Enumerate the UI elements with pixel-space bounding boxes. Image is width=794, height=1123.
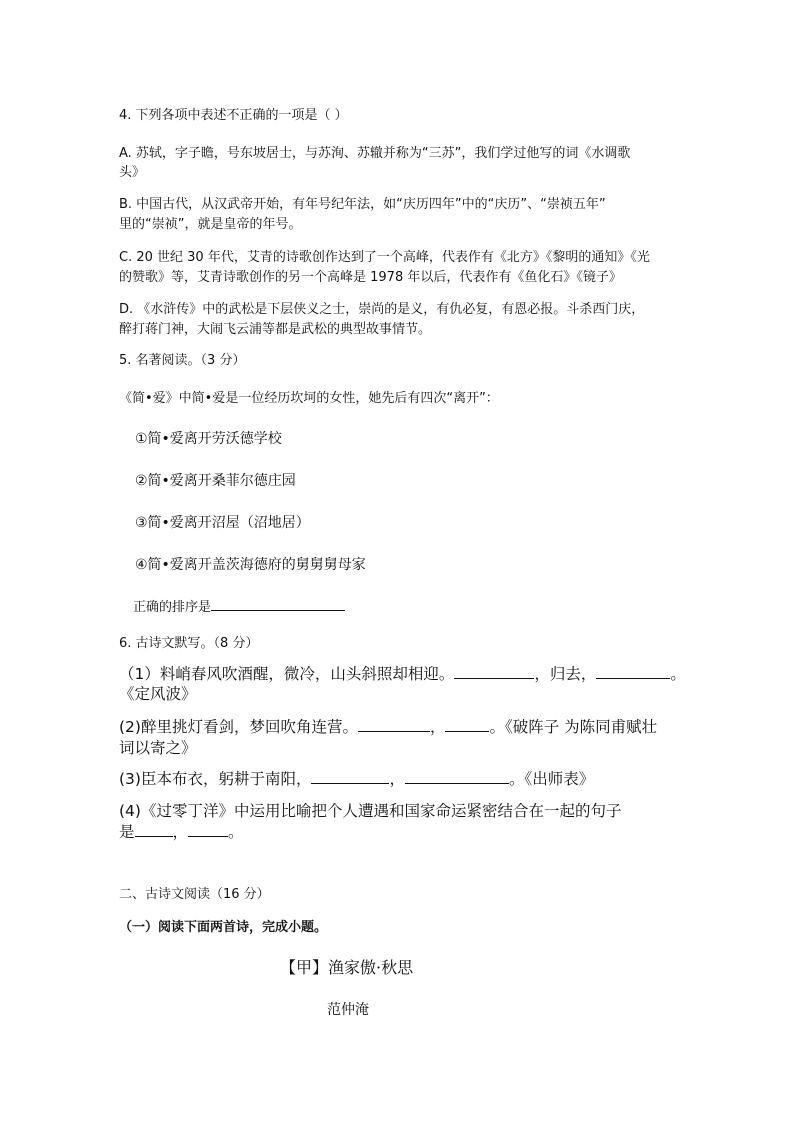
poem-title: 【甲】渔家傲·秋思 [280, 958, 414, 977]
q4-stem: 4. 下列各项中表述不正确的一项是（ ） [119, 108, 348, 123]
q5-item: ④简•爱离开盖茨海德府的舅舅舅母家 [135, 557, 366, 573]
q5-stem: 5. 名著阅读。（3 分） [119, 353, 246, 368]
q5-answer-blank[interactable] [211, 596, 345, 611]
q5-intro: 《简•爱》中简•爱是一位经历坎坷的女性，她先后有四次“离开”： [119, 391, 499, 406]
q5-answer-label: 正确的排序是 [133, 600, 212, 615]
q4-option-a-line1: A. 苏轼，字子瞻，号东坡居士，与苏洵、苏辙并称为“三苏”，我们学过他写的词《水调歌 [119, 146, 631, 161]
section2-subtitle: （一）阅读下面两首诗，完成小题。 [119, 920, 328, 935]
q5-answer-line [133, 596, 345, 615]
q6-blank-8[interactable] [188, 822, 228, 837]
q6-line4b: 是 ， 。 [119, 823, 244, 841]
q4-option-d-line1: D. 《水浒传》中的武松是下层侠义之士，崇尚的是义，有仇必复，有恩必报。斗杀西门庆， [119, 302, 645, 317]
poem-author: 范仲淹 [327, 1002, 369, 1018]
q6-blank-4[interactable] [445, 717, 489, 732]
q6-stem: 6. 古诗文默写。（8 分） [119, 636, 259, 651]
q4-option-d-line2: 醉打蒋门神，大闹飞云浦等都是武松的典型故事情节。 [119, 322, 432, 337]
q5-item: ③简•爱离开沼屋（沼地居） [135, 515, 310, 531]
q4-option-b-line2: 里的“崇祯”，就是皇帝的年号。 [119, 217, 302, 232]
q6-blank-1[interactable] [454, 664, 534, 679]
q4-option-a-line2: 头》 [119, 165, 146, 180]
q4-option-c-line2: 的赞歌》等，艾青诗歌创作的另一个高峰是 1978 年以后，代表作有《鱼化石》《镜子》 [119, 270, 622, 285]
q6-blank-6[interactable] [405, 769, 509, 784]
q6-line1: （1）料峭春风吹酒醒，微冷，山头斜照却相迎。 ，归去， 。 [119, 665, 686, 683]
q4-option-c-line1: C. 20 世纪 30 年代，艾青的诗歌创作达到了一个高峰，代表作有《北方》《黎明的通知》《光 [119, 250, 650, 265]
q6-blank-3[interactable] [358, 717, 430, 732]
q6-line4: (4)《过零丁洋》中运用比喻把个人遭遇和国家命运紧密结合在一起的句子 [119, 802, 622, 820]
q6-blank-2[interactable] [596, 664, 670, 679]
q6-blank-7[interactable] [135, 822, 173, 837]
q4-option-b-line1: B. 中国古代，从汉武帝开始，有年号纪年法，如“庆历四年”中的“庆历”、“崇祯五年” [119, 197, 606, 212]
q6-line3: (3)臣本布衣，躬耕于南阳， ， 。《出师表》 [119, 770, 595, 788]
q5-item: ②简•爱离开桑菲尔德庄园 [135, 473, 296, 489]
q5-item: ①简•爱离开劳沃德学校 [135, 431, 282, 447]
q6-line1-source: 《定风波》 [119, 685, 197, 703]
q6-blank-5[interactable] [311, 769, 389, 784]
q6-line2-source: 词以寄之》 [119, 739, 197, 757]
q6-line2: (2)醉里挑灯看剑，梦回吹角连营。 ， 。《破阵子 为陈同甫赋壮 [119, 718, 658, 736]
section2-title: 二、古诗文阅读（16 分） [119, 887, 270, 902]
